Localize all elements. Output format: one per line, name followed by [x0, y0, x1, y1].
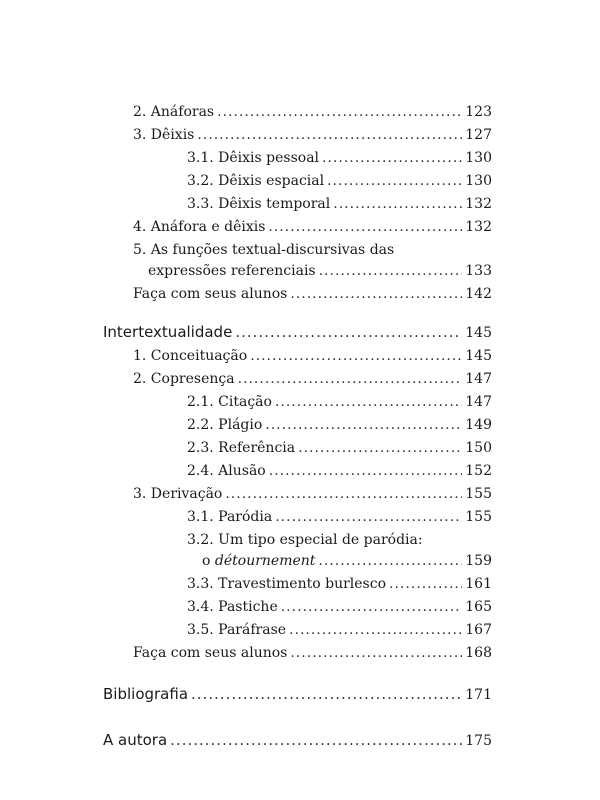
- toc-entry-title: 3.4. Pastiche: [187, 599, 278, 615]
- toc-section-title: Intertextualidade: [103, 323, 233, 341]
- toc-entry-title: 1. Conceituação: [133, 348, 248, 364]
- toc-entry-title: 3.2. Dêixis espacial: [187, 173, 325, 189]
- toc-entry-title: o détournement: [202, 553, 316, 569]
- toc-section-title: A autora: [103, 731, 168, 749]
- toc-leader-dots: [217, 103, 462, 121]
- toc-page-number: 123: [465, 104, 492, 120]
- toc-page-number: 145: [465, 348, 492, 364]
- toc-entry-parodia: [187, 508, 492, 526]
- toc-section-title: Bibliografia: [103, 685, 189, 703]
- toc-leader-dots: [265, 416, 462, 434]
- toc-leader-dots: [318, 552, 462, 570]
- toc-page-number: 142: [465, 286, 492, 302]
- toc-leader-dots: [322, 149, 462, 167]
- toc-page-number: 132: [465, 196, 492, 212]
- toc-entry-derivacao: [133, 485, 492, 503]
- toc-entry-tipo-especial-line1: 3.2. Um tipo especial de paródia:: [187, 532, 423, 548]
- toc-entry-title: Faça com seus alunos: [133, 645, 288, 661]
- toc-leader-dots: [170, 731, 462, 749]
- toc-entry-plagio: [187, 416, 492, 434]
- toc-entry-title: 3.3. Travestimento burlesco: [187, 576, 386, 592]
- toc-leader-dots: [290, 285, 462, 303]
- toc-entry-deixis: [133, 126, 492, 144]
- toc-section-a-autora: [103, 731, 492, 750]
- toc-entry-title: 2.2. Plágio: [187, 417, 263, 433]
- toc-entry-title: 2. Anáforas: [133, 104, 215, 120]
- toc-entry-title: 3. Derivação: [133, 486, 223, 502]
- toc-entry-funcoes-line2: [148, 262, 492, 280]
- toc-page-number: 147: [465, 394, 492, 410]
- toc-entry-copresenca: [133, 370, 492, 388]
- toc-entry-anaforas: [133, 103, 492, 121]
- toc-page-number: 152: [465, 463, 492, 479]
- toc-entry-alusao: [187, 462, 492, 480]
- toc-entry-deixis-pessoal: [187, 149, 492, 167]
- toc-page-number: 175: [465, 733, 492, 749]
- toc-leader-dots: [269, 462, 463, 480]
- toc-entry-title: 3.1. Dêixis pessoal: [187, 150, 320, 166]
- toc-entry-funcoes-line1: 5. As funções textual-discursivas das: [133, 242, 395, 258]
- toc-entry-faca-com-seus-alunos-2: [133, 644, 492, 662]
- toc-page-number: 133: [465, 263, 492, 279]
- toc-entry-detournement: [202, 552, 492, 570]
- toc-page-number: 147: [465, 371, 492, 387]
- toc-page-number: 130: [465, 173, 492, 189]
- toc-entry-anafora-e-deixis: [133, 218, 492, 236]
- toc-leader-dots: [281, 598, 463, 616]
- toc-entry-title: 2.3. Referência: [187, 440, 296, 456]
- toc-entry-title: 2.4. Alusão: [187, 463, 266, 479]
- toc-entry-faca-com-seus-alunos: [133, 285, 492, 303]
- toc-entry-pastiche: [187, 598, 492, 616]
- toc-entry-title: 2.1. Citação: [187, 394, 272, 410]
- toc-entry-title: 3. Dêixis: [133, 127, 195, 143]
- toc-entry-travestimento: [187, 575, 492, 593]
- toc-page-number: 167: [465, 622, 492, 638]
- italic-term: détournement: [214, 553, 316, 569]
- toc-entry-conceituacao: [133, 347, 492, 365]
- toc-page-number: 159: [465, 553, 492, 569]
- toc-page-number: 132: [465, 219, 492, 235]
- toc-leader-dots: [298, 439, 462, 457]
- toc-entry-deixis-espacial: [187, 172, 492, 190]
- toc-leader-dots: [250, 347, 462, 365]
- toc-page-number: 155: [465, 486, 492, 502]
- toc-page-number: 149: [465, 417, 492, 433]
- toc-page-number: 150: [465, 440, 492, 456]
- toc-page-number: 130: [465, 150, 492, 166]
- toc-leader-dots: [289, 621, 462, 639]
- toc-leader-dots: [235, 323, 462, 341]
- toc-page-number: 155: [465, 509, 492, 525]
- toc-page-number: 168: [465, 645, 492, 661]
- toc-entry-title: 3.5. Paráfrase: [187, 622, 287, 638]
- toc-section-bibliografia: [103, 685, 492, 704]
- toc-entry-title: expressões referenciais: [148, 263, 316, 279]
- toc-entry-title: 3.1. Paródia: [187, 509, 273, 525]
- toc-leader-dots: [197, 126, 462, 144]
- toc-section-intertextualidade: [103, 323, 492, 342]
- toc-page-number: 165: [465, 599, 492, 615]
- toc-leader-dots: [268, 218, 462, 236]
- toc-leader-dots: [333, 195, 462, 213]
- toc-leader-dots: [275, 393, 462, 411]
- toc-entry-title: 2. Copresença: [133, 371, 235, 387]
- toc-entry-title: 4. Anáfora e dêixis: [133, 219, 266, 235]
- toc-page-number: 171: [465, 687, 492, 703]
- toc-leader-dots: [238, 370, 463, 388]
- toc-entry-deixis-temporal: [187, 195, 492, 213]
- toc-entry-title: Faça com seus alunos: [133, 286, 288, 302]
- toc-leader-dots: [319, 262, 463, 280]
- toc-entry-citacao: [187, 393, 492, 411]
- toc-leader-dots: [191, 685, 462, 703]
- toc-leader-dots: [389, 575, 462, 593]
- toc-page-number: 127: [465, 127, 492, 143]
- toc-entry-parafrase: [187, 621, 492, 639]
- toc-entry-title: 3.3. Dêixis temporal: [187, 196, 331, 212]
- toc-entry-referencia: [187, 439, 492, 457]
- toc-page-number: 145: [465, 325, 492, 341]
- toc-leader-dots: [327, 172, 462, 190]
- toc-leader-dots: [275, 508, 462, 526]
- toc-page-number: 161: [465, 576, 492, 592]
- toc-leader-dots: [225, 485, 462, 503]
- toc-leader-dots: [290, 644, 462, 662]
